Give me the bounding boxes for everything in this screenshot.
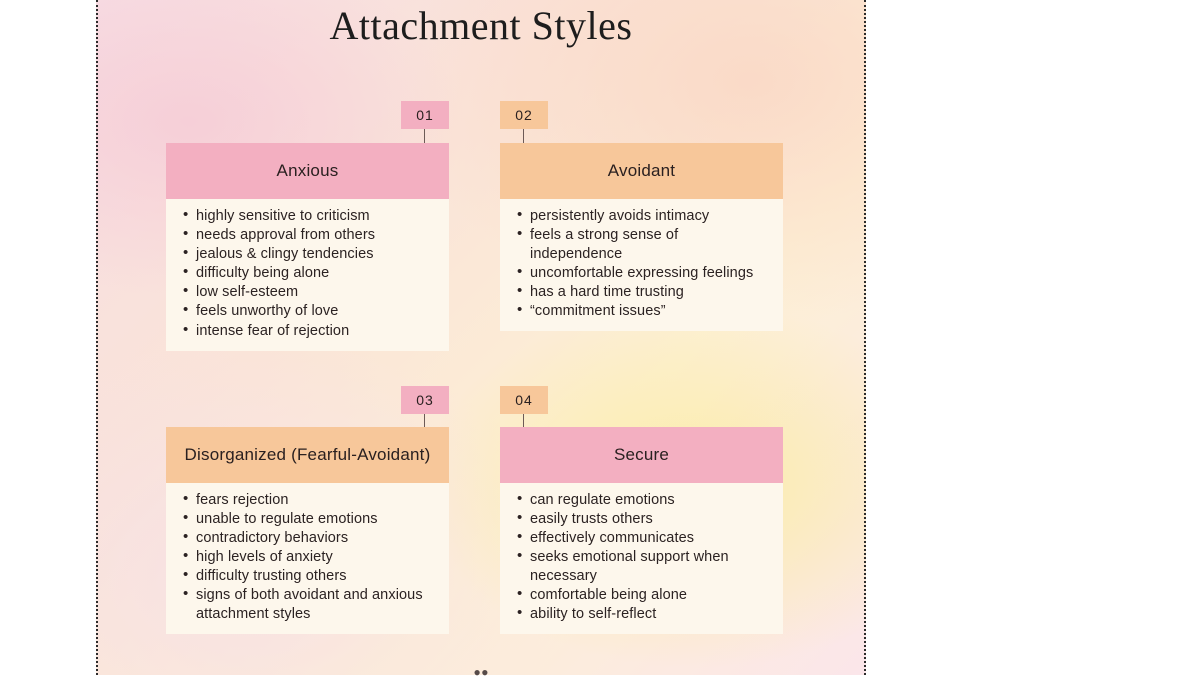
- list-item: • intense fear of rejection: [196, 322, 439, 341]
- list-item: • contradictory behaviors: [196, 529, 439, 548]
- list-item: • “commitment issues”: [530, 302, 773, 321]
- card-disorganized-body: [166, 483, 449, 634]
- list-item: • feels unworthy of love: [196, 302, 439, 321]
- number-tag-04: 04: [500, 386, 548, 414]
- list-item: • unable to regulate emotions: [196, 510, 439, 529]
- list-item: • jealous & clingy tendencies: [196, 245, 439, 264]
- list-item: • persistently avoids intimacy: [530, 207, 773, 226]
- list-item: • high levels of anxiety: [196, 548, 439, 567]
- list-item: • signs of both avoidant and anxious attachment styles: [196, 586, 439, 623]
- list-item: • low self-esteem: [196, 283, 439, 302]
- list-item: • easily trusts others: [530, 510, 773, 529]
- card-secure-title: Secure: [500, 427, 783, 483]
- list-item: • comfortable being alone: [530, 586, 773, 605]
- list-item: • feels a strong sense of independence: [530, 226, 773, 263]
- list-item: • fears rejection: [196, 491, 439, 510]
- card-anxious: [166, 143, 449, 351]
- list-item: • seeks emotional support when necessary: [530, 548, 773, 585]
- bottom-ornament: ••: [473, 660, 489, 685]
- list-item: • difficulty trusting others: [196, 567, 439, 586]
- list-item: • can regulate emotions: [530, 491, 773, 510]
- card-anxious-body: [166, 199, 449, 351]
- card-avoidant-body: [500, 199, 783, 331]
- number-tag-01: 01: [401, 101, 449, 129]
- list-item: • has a hard time trusting: [530, 283, 773, 302]
- card-avoidant: [500, 143, 783, 331]
- list-item: • difficulty being alone: [196, 264, 439, 283]
- card-secure: [500, 427, 783, 634]
- card-avoidant-title: Avoidant: [500, 143, 783, 199]
- card-anxious-title: Anxious: [166, 143, 449, 199]
- list-item: • uncomfortable expressing feelings: [530, 264, 773, 283]
- list-item: • highly sensitive to criticism: [196, 207, 439, 226]
- page-title: Attachment Styles: [329, 3, 633, 48]
- card-secure-body: [500, 483, 783, 634]
- crop-guide-left: [96, 0, 98, 675]
- attachment-styles-poster: [96, 0, 866, 685]
- number-tag-03: 03: [401, 386, 449, 414]
- card-disorganized: [166, 427, 449, 634]
- list-item: • effectively communicates: [530, 529, 773, 548]
- list-item: • needs approval from others: [196, 226, 439, 245]
- list-item: • ability to self-reflect: [530, 605, 773, 624]
- card-disorganized-title: Disorganized (Fearful-Avoidant): [166, 427, 449, 483]
- number-tag-02: 02: [500, 101, 548, 129]
- crop-guide-right: [864, 0, 866, 675]
